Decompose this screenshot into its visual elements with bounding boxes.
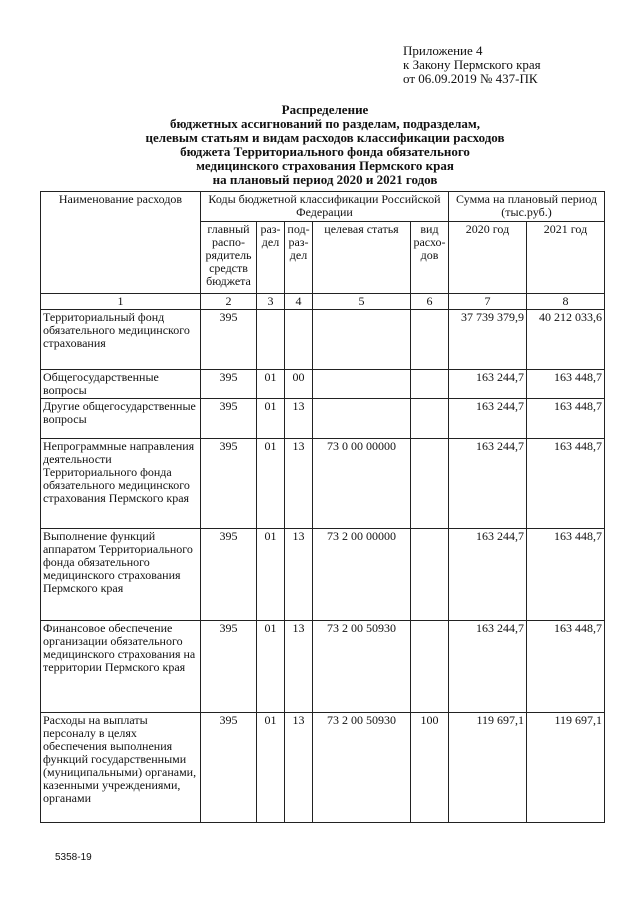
- row-gr: 395: [201, 310, 257, 370]
- row-cs: 73 2 00 50930: [313, 713, 411, 823]
- row-razdel: 01: [257, 621, 285, 713]
- column-number: 1: [41, 294, 201, 310]
- row-2020: 163 244,7: [449, 621, 527, 713]
- row-cs: [313, 370, 411, 399]
- row-podrazdel: 13: [285, 439, 313, 529]
- column-number: 2: [201, 294, 257, 310]
- row-podrazdel: 13: [285, 529, 313, 621]
- row-cs: 73 0 00 00000: [313, 439, 411, 529]
- column-number: 7: [449, 294, 527, 310]
- row-name: Финансовое обеспечение организации обязательного медицинского страхования на территории Пермского края: [41, 621, 201, 713]
- annex-header: [403, 44, 541, 86]
- row-vr: 100: [411, 713, 449, 823]
- header-sum: Сумма на плановый период (тыс.руб.): [449, 192, 605, 222]
- row-vr: [411, 439, 449, 529]
- table-row: [41, 529, 605, 621]
- row-vr: [411, 310, 449, 370]
- row-gr: 395: [201, 713, 257, 823]
- row-2020: 163 244,7: [449, 529, 527, 621]
- row-2021: 163 448,7: [527, 439, 605, 529]
- column-number-row: [41, 294, 605, 310]
- row-2020: 163 244,7: [449, 370, 527, 399]
- title-line: медицинского страхования Пермского края: [196, 158, 454, 173]
- table-header-row: [41, 192, 605, 222]
- row-vr: [411, 399, 449, 439]
- table-row: [41, 621, 605, 713]
- row-2021: 163 448,7: [527, 529, 605, 621]
- row-razdel: 01: [257, 439, 285, 529]
- column-number: 4: [285, 294, 313, 310]
- row-podrazdel: 13: [285, 399, 313, 439]
- row-podrazdel: 13: [285, 621, 313, 713]
- annex-line: Приложение 4: [403, 43, 483, 58]
- table-row: [41, 439, 605, 529]
- row-2020: 163 244,7: [449, 439, 527, 529]
- header-name: Наименование расходов: [41, 192, 201, 294]
- title-line: Распределение: [281, 102, 369, 117]
- title-line: целевым статьям и видам расходов классификации расходов: [145, 130, 505, 145]
- header-gr: главный распо-рядитель средств бюджета: [201, 222, 257, 294]
- row-2020: 37 739 379,9: [449, 310, 527, 370]
- header-codes: Коды бюджетной классификации Российской Федерации: [201, 192, 449, 222]
- row-vr: [411, 621, 449, 713]
- annex-line: к Закону Пермского края: [403, 57, 541, 72]
- row-cs: 73 2 00 00000: [313, 529, 411, 621]
- row-vr: [411, 529, 449, 621]
- row-gr: 395: [201, 439, 257, 529]
- title-line: бюджета Территориального фонда обязательного: [180, 144, 470, 159]
- row-podrazdel: 00: [285, 370, 313, 399]
- document-code: 5358-19: [55, 852, 92, 863]
- row-name: Выполнение функций аппаратом Территориального фонда обязательного медицинского страхования Пермского края: [41, 529, 201, 621]
- table-row: [41, 713, 605, 823]
- row-2021: 40 212 033,6: [527, 310, 605, 370]
- row-cs: [313, 310, 411, 370]
- header-podrazdel: под-раз-дел: [285, 222, 313, 294]
- row-name: Расходы на выплаты персоналу в целях обеспечения выполнения функций государственными (муниципальными) органами, казенными учреждениями, органами: [41, 713, 201, 823]
- column-number: 3: [257, 294, 285, 310]
- row-podrazdel: [285, 310, 313, 370]
- budget-table: [40, 191, 605, 823]
- header-vr: вид расхо-дов: [411, 222, 449, 294]
- title-line: на плановый период 2020 и 2021 годов: [212, 172, 438, 187]
- row-2021: 119 697,1: [527, 713, 605, 823]
- row-razdel: 01: [257, 529, 285, 621]
- row-gr: 395: [201, 621, 257, 713]
- row-name: Территориальный фонд обязательного медицинского страхования: [41, 310, 201, 370]
- table-row: [41, 399, 605, 439]
- row-name: Другие общегосударственные вопросы: [41, 399, 201, 439]
- row-razdel: 01: [257, 399, 285, 439]
- title-line: бюджетных ассигнований по разделам, подразделам,: [169, 116, 481, 131]
- row-2020: 163 244,7: [449, 399, 527, 439]
- row-name: Общегосударственные вопросы: [41, 370, 201, 399]
- row-gr: 395: [201, 399, 257, 439]
- annex-line: от 06.09.2019 № 437-ПК: [403, 71, 538, 86]
- header-razdel: раз-дел: [257, 222, 285, 294]
- row-razdel: [257, 310, 285, 370]
- row-2021: 163 448,7: [527, 370, 605, 399]
- row-vr: [411, 370, 449, 399]
- row-razdel: 01: [257, 370, 285, 399]
- table-row: [41, 370, 605, 399]
- column-number: 5: [313, 294, 411, 310]
- row-2020: 119 697,1: [449, 713, 527, 823]
- row-razdel: 01: [257, 713, 285, 823]
- row-gr: 395: [201, 529, 257, 621]
- column-number: 6: [411, 294, 449, 310]
- table-row: [41, 310, 605, 370]
- row-cs: 73 2 00 50930: [313, 621, 411, 713]
- document-title: [60, 103, 590, 187]
- row-gr: 395: [201, 370, 257, 399]
- header-cs: целевая статья: [313, 222, 411, 294]
- row-2021: 163 448,7: [527, 399, 605, 439]
- row-podrazdel: 13: [285, 713, 313, 823]
- row-2021: 163 448,7: [527, 621, 605, 713]
- header-2021: 2021 год: [527, 222, 605, 294]
- column-number: 8: [527, 294, 605, 310]
- row-name: Непрограммные направления деятельности Территориального фонда обязательного медицинского страхования Пермского края: [41, 439, 201, 529]
- row-cs: [313, 399, 411, 439]
- header-2020: 2020 год: [449, 222, 527, 294]
